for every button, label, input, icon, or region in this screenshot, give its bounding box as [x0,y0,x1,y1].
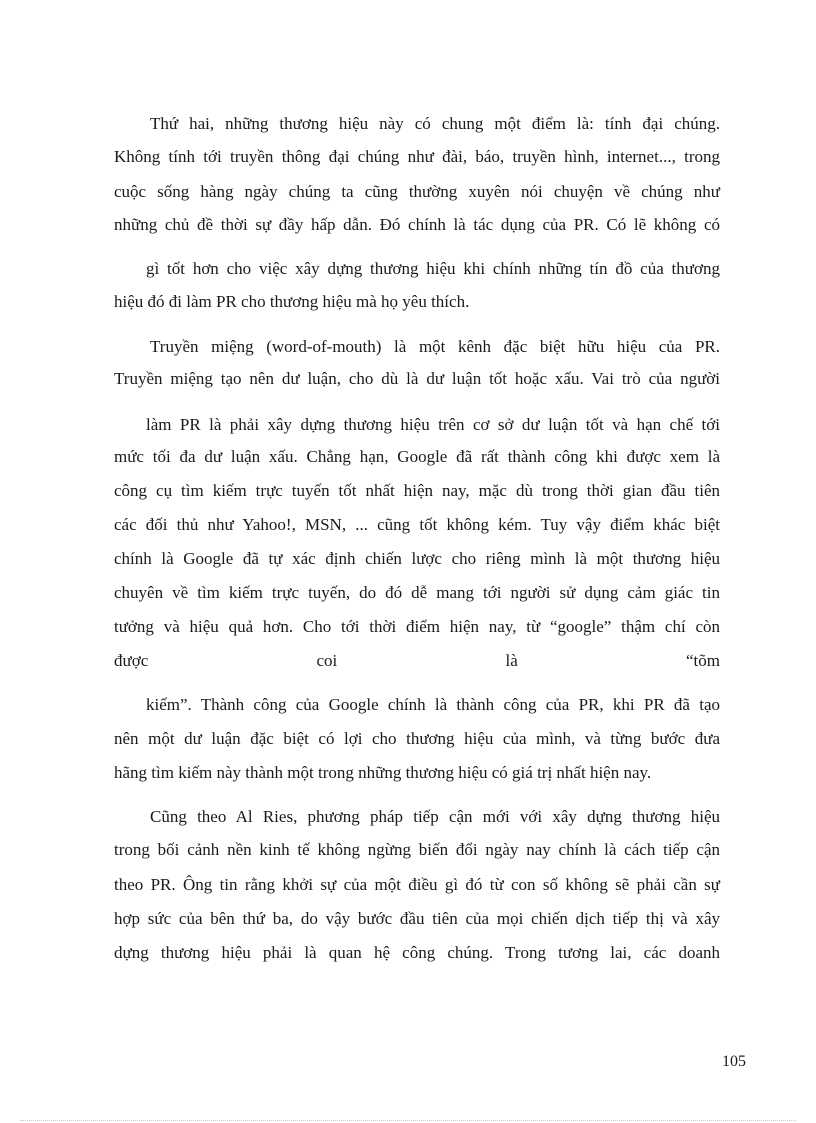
text-line: hãng tìm kiếm này thành một trong những thương hiệu có giá trị nhất hiện nay. [114,763,652,782]
text-line: Thứ hai, những thương hiệu này có chung một điểm là: tính đại chúng. [150,114,720,133]
text-line: được coi là “tõm [114,651,720,670]
page-bottom-rule [20,1120,796,1121]
text-line: hiệu đó đi làm PR cho thương hiệu mà họ yêu thích. [114,292,470,311]
text-line: các đối thủ như Yahoo!, MSN, ... cũng tốt không kém. Tuy vậy điểm khác biệt [114,515,720,534]
text-line: cuộc sống hàng ngày chúng ta cũng thường xuyên nói chuyện về chúng như [114,182,720,201]
text-line: hợp sức của bên thứ ba, do vậy bước đầu tiên của mọi chiến dịch tiếp thị và xây [114,909,720,928]
text-line: công cụ tìm kiếm trực tuyến tốt nhất hiện nay, mặc dù trong thời gian đầu tiên [114,481,720,500]
text-line: kiếm”. Thành công của Google chính là thành công của PR, khi PR đã tạo [146,695,720,714]
text-line: làm PR là phải xây dựng thương hiệu trên cơ sở dư luận tốt và hạn chế tới [146,415,720,434]
text-line: trong bối cảnh nền kinh tế không ngừng biến đổi ngày nay chính là cách tiếp cận [114,840,720,859]
text-line: Truyền miệng tạo nên dư luận, cho dù là dư luận tốt hoặc xấu. Vai trò của người [114,369,720,388]
text-line: tưởng và hiệu quả hơn. Cho tới thời điểm hiện nay, từ “google” thậm chí còn [114,617,720,636]
text-line: Cũng theo Al Ries, phương pháp tiếp cận mới với xây dựng thương hiệu [150,807,720,826]
text-line: chính là Google đã tự xác định chiến lược cho riêng mình là một thương hiệu [114,549,720,568]
text-line: những chủ đề thời sự đầy hấp dẫn. Đó chính là tác dụng của PR. Có lẽ không có [114,215,720,234]
text-line: gì tốt hơn cho việc xây dựng thương hiệu khi chính những tín đồ của thương [146,259,720,278]
page-number: 105 [722,1053,746,1070]
text-line: nên một dư luận đặc biệt có lợi cho thương hiệu của mình, và từng bước đưa [114,729,720,748]
text-line: theo PR. Ông tin rằng khởi sự của một điều gì đó từ con số không sẽ phải cần sự [114,875,720,894]
text-line: Truyền miệng (word-of-mouth) là một kênh đặc biệt hữu hiệu của PR. [150,337,720,356]
text-line: dựng thương hiệu phải là quan hệ công chúng. Trong tương lai, các doanh [114,943,720,962]
text-line: chuyên về tìm kiếm trực tuyến, do đó dễ mang tới người sử dụng cảm giác tin [114,583,720,602]
text-line: mức tối đa dư luận xấu. Chẳng hạn, Google đã rất thành công khi được xem là [114,447,720,466]
text-line: Không tính tới truyền thông đại chúng như đài, báo, truyền hình, internet..., trong [114,147,720,166]
